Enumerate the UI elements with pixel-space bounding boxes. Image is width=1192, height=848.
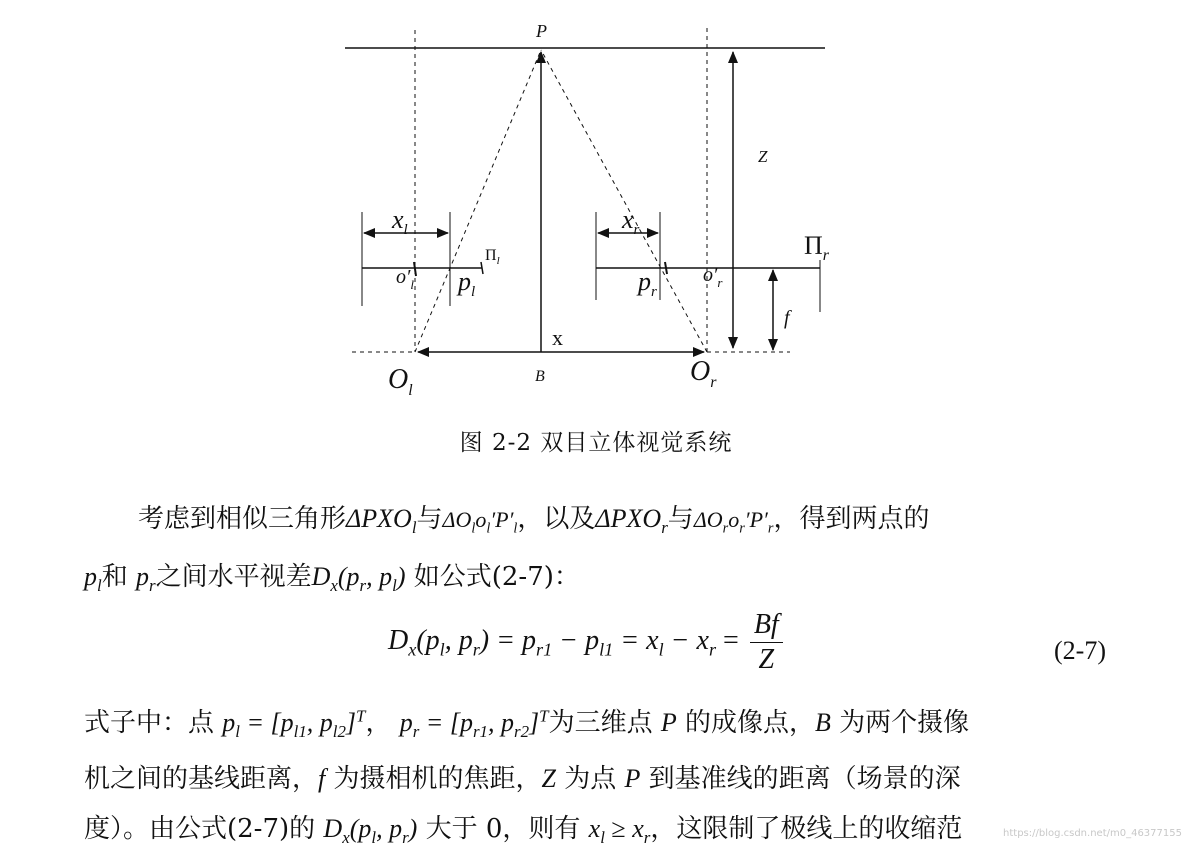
label-X: x xyxy=(552,325,563,350)
label-f: f xyxy=(784,307,790,329)
label-Z: Z xyxy=(758,147,768,166)
label-ol-prime: $o'_l$ xyxy=(396,266,414,292)
left-plane-mark-ol xyxy=(414,262,416,276)
ray-right-to-P xyxy=(541,50,707,352)
label-pl: $p_l$ xyxy=(458,267,476,300)
figure-caption: 图 2-2 双目立体视觉系统 xyxy=(459,430,733,456)
equation-number: (2-7) xyxy=(1054,636,1106,665)
equation-2-7: $D_x(p_l$, $p_r) = p_{r1} - p_{l1} = x_l - x_r$ = $\frac{Bf}{Z}$ xyxy=(388,608,783,677)
label-xl: $x_l$ xyxy=(392,205,408,238)
label-P: P xyxy=(536,21,547,41)
right-plane-mark-pr xyxy=(665,262,667,274)
paragraph1-line2: $p_l$和 $p_r$之间水平视差$D_x(p_r$, $p_l$) 如公式(2-7)： xyxy=(84,562,580,596)
label-B: B xyxy=(535,368,545,385)
paragraph2-line3: 度）。由公式(2-7)的 $D_x(p_l$, $p_r$) 大于 0，则有 $x_l \ge x_r$，这限制了极线上的收缩范 xyxy=(84,814,963,848)
paragraph1-line1: 考虑到相似三角形$\Delta PXO_l$与$\Delta O_lo_l'P'_l$，以及$\Delta PXO_r$与$\Delta O_ro_r'P'_r$，得到两点的 xyxy=(138,504,930,538)
fraction-numerator: Bf xyxy=(750,608,783,643)
label-Or: $O_r$ xyxy=(690,356,717,391)
watermark: https://blog.csdn.net/m0_46377155 xyxy=(1003,828,1182,839)
paragraph2-line1: 式子中：点 $p_l = [p_{l1}$, $p_{l2}]^T$， $p_r = [p_{r1}$, $p_{r2}]^T$为三维点 P 的成像点，B 为两个摄像 xyxy=(84,706,970,742)
label-pi-r: $\Pi_r$ xyxy=(804,231,830,264)
left-plane-mark-end xyxy=(481,262,483,274)
equation-fraction xyxy=(750,608,783,677)
label-Ol: $O_l$ xyxy=(388,364,413,399)
fraction-denominator: Z xyxy=(758,644,775,675)
label-xr: $x_r$ xyxy=(622,205,640,238)
label-or-prime: $o'_r$ xyxy=(703,264,723,290)
ray-left-to-P xyxy=(415,50,541,352)
stereo-vision-diagram xyxy=(0,0,1192,420)
label-pr: $p_r$ xyxy=(638,267,657,300)
paragraph2-line2: 机之间的基线距离，f 为摄相机的焦距，Z 为点 P 到基准线的距离（场景的深 xyxy=(84,764,961,794)
label-pi-l: $\Pi_l$ xyxy=(485,247,500,267)
